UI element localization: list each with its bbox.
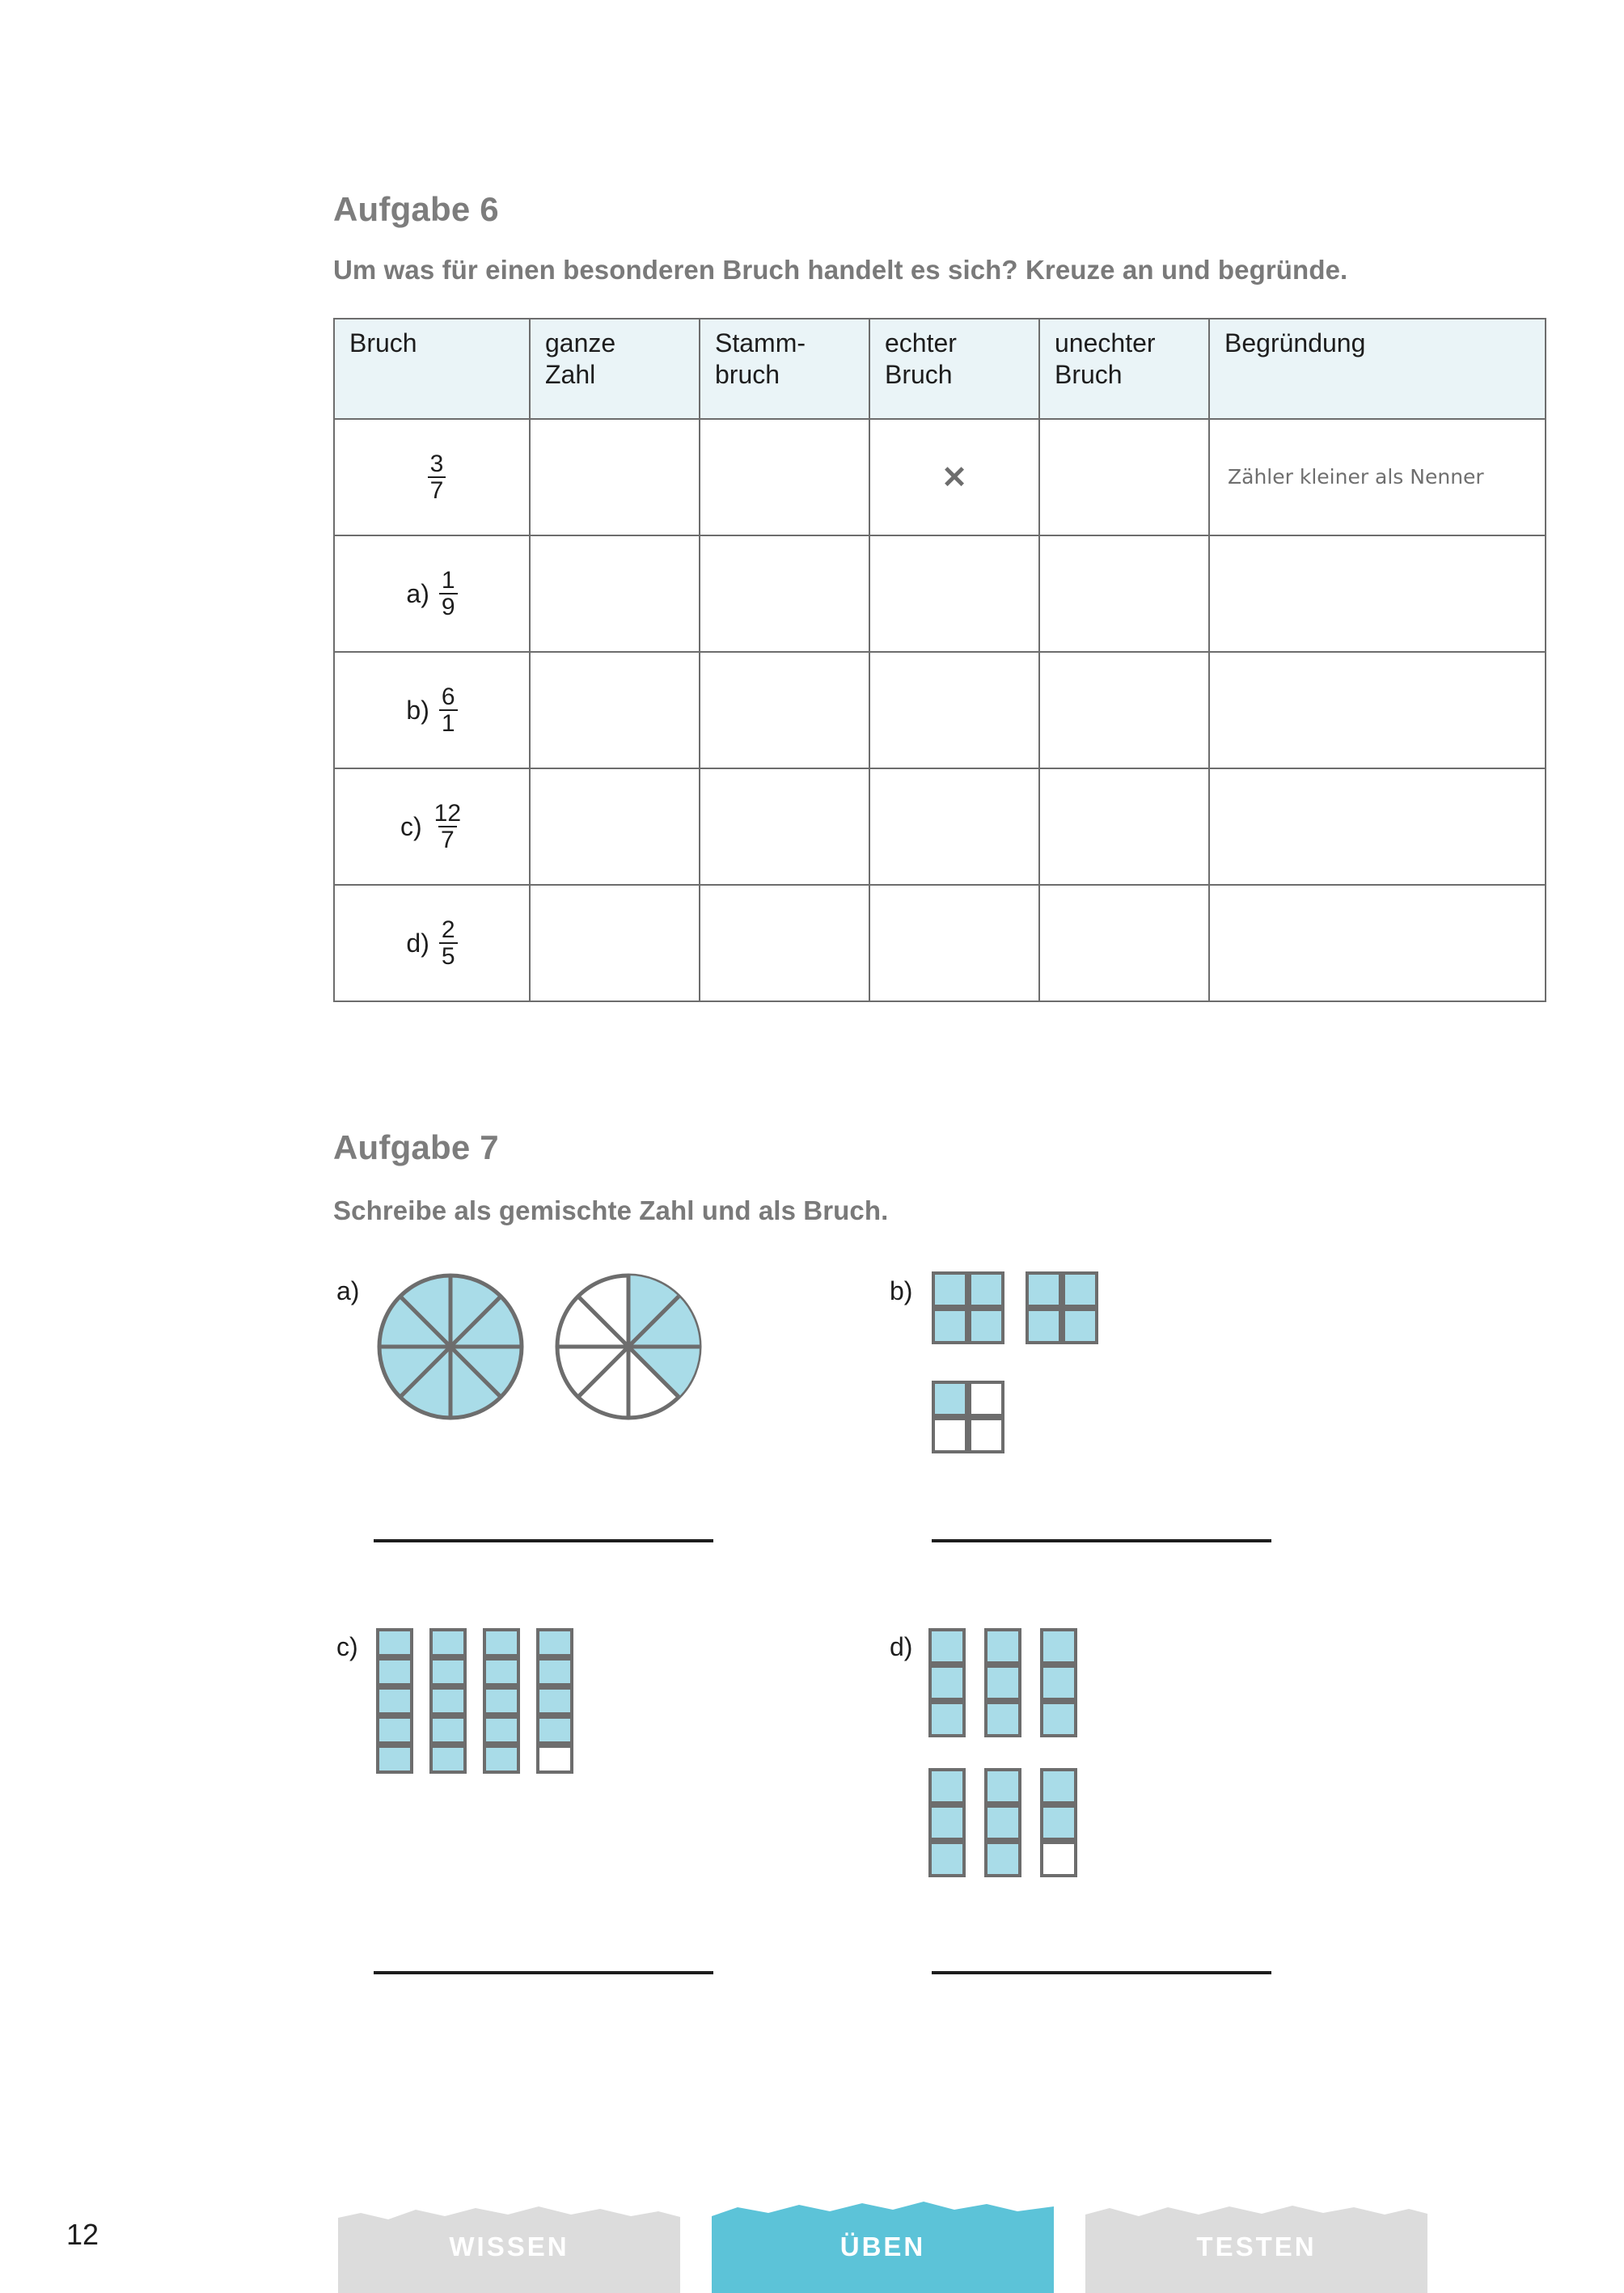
column-header-unechter-bruch-line1: unechter (1055, 328, 1156, 357)
row-item-label: c) (400, 811, 422, 841)
footer-tab-label: TESTEN (1196, 2231, 1317, 2261)
bar-whole-4 (928, 1768, 966, 1877)
cell (984, 1628, 1021, 1665)
footer-tab-ueben[interactable] (712, 2200, 1054, 2293)
checkbox-cell-echter-bruch[interactable] (869, 419, 1039, 535)
answer-line-d[interactable] (932, 1971, 1271, 1974)
table-row (334, 652, 1546, 768)
task6-instruction: Um was für einen besonderen Bruch handelt es sich? Kreuze an und begründe. (333, 255, 1348, 285)
fraction-denominator: 5 (439, 942, 458, 970)
cell (1040, 1841, 1077, 1877)
cell (376, 1716, 413, 1745)
cell (1040, 1768, 1077, 1804)
cell (928, 1701, 966, 1737)
cell (376, 1628, 413, 1657)
column-header-stammbruch (700, 319, 869, 419)
cell (376, 1686, 413, 1716)
cell (928, 1841, 966, 1877)
checkbox-cell-unechter-bruch[interactable] (1039, 535, 1209, 652)
cell (928, 1628, 966, 1665)
fraction-denominator: 1 (439, 709, 458, 737)
checkbox-cell-stammbruch[interactable] (700, 419, 869, 535)
bar-whole-3 (483, 1628, 520, 1774)
figure-label-d: d) (890, 1632, 913, 1661)
row-fraction-cell (334, 885, 530, 1001)
cell (483, 1657, 520, 1686)
circle-full (379, 1276, 522, 1418)
figure-label-c: c) (336, 1632, 358, 1661)
figure-b-squares (932, 1271, 1098, 1453)
fraction-denominator: 7 (438, 826, 457, 853)
row-fraction-cell (334, 535, 530, 652)
bar-whole-2 (429, 1628, 467, 1774)
cell (1040, 1804, 1077, 1841)
fraction-numerator: 3 (429, 450, 444, 477)
circle-partial (557, 1276, 700, 1418)
cell (429, 1716, 467, 1745)
cell (928, 1665, 966, 1701)
cell (968, 1271, 1004, 1308)
checkbox-cell-stammbruch[interactable] (700, 768, 869, 885)
column-header-echter-bruch-line2: Bruch (885, 360, 953, 390)
column-header-stammbruch-line2: bruch (715, 360, 780, 390)
figure-d-bars (928, 1628, 1077, 1877)
column-header-begruendung-line1: Begründung (1224, 328, 1366, 357)
bar-whole-5 (984, 1768, 1021, 1877)
fraction-numerator: 1 (441, 566, 455, 594)
begruendung-cell[interactable] (1209, 885, 1546, 1001)
fraction-numerator: 6 (441, 683, 455, 710)
table-row (334, 768, 1546, 885)
bar-whole-1 (376, 1628, 413, 1774)
fraction-1-9 (439, 568, 458, 620)
circles-svg (374, 1270, 713, 1424)
cell (429, 1657, 467, 1686)
task6-heading: Aufgabe 6 (333, 190, 499, 228)
column-header-unechter-bruch-line2: Bruch (1055, 360, 1123, 390)
cell (483, 1716, 520, 1745)
cell (429, 1628, 467, 1657)
cell (1026, 1308, 1062, 1344)
cell (536, 1745, 573, 1774)
fraction-numerator: 12 (433, 799, 462, 827)
column-header-stammbruch-line1: Stamm- (715, 328, 806, 357)
cell (536, 1657, 573, 1686)
answer-line-b[interactable] (932, 1539, 1271, 1542)
cell (1062, 1271, 1098, 1308)
column-header-echter-bruch (869, 319, 1039, 419)
table-row (334, 419, 1546, 535)
cell (483, 1686, 520, 1716)
bar-whole-2 (984, 1628, 1021, 1737)
checkbox-cell-unechter-bruch[interactable] (1039, 419, 1209, 535)
page-number: 12 (66, 2218, 99, 2251)
row-fraction-cell (334, 652, 530, 768)
cell (984, 1841, 1021, 1877)
checkbox-cell-stammbruch[interactable] (700, 885, 869, 1001)
cell (536, 1716, 573, 1745)
column-header-ganze-zahl (530, 319, 700, 419)
answer-line-c[interactable] (374, 1971, 713, 1974)
checkbox-cell-unechter-bruch[interactable] (1039, 768, 1209, 885)
cell (932, 1417, 968, 1453)
cell (928, 1768, 966, 1804)
square-whole-1 (932, 1271, 1004, 1344)
column-header-echter-bruch-line1: echter (885, 328, 957, 357)
cell (984, 1701, 1021, 1737)
bar-whole-1 (928, 1628, 966, 1737)
task7-instruction: Schreibe als gemischte Zahl und als Bruch. (333, 1195, 889, 1225)
checkbox-cell-stammbruch[interactable] (700, 652, 869, 768)
cell (932, 1271, 968, 1308)
cell (1040, 1628, 1077, 1665)
cell (984, 1804, 1021, 1841)
row-item-label: b) (406, 695, 429, 725)
cell (1062, 1308, 1098, 1344)
begruendung-cell[interactable] (1209, 535, 1546, 652)
bar-partial (536, 1628, 573, 1774)
cell (1040, 1701, 1077, 1737)
cell (968, 1381, 1004, 1417)
cell (984, 1665, 1021, 1701)
checkbox-cell-ganze-zahl[interactable] (530, 652, 700, 768)
checkbox-cell-echter-bruch[interactable] (869, 885, 1039, 1001)
bar-partial (1040, 1768, 1077, 1877)
column-header-bruch-line1: Bruch (349, 328, 417, 357)
bar-whole-3 (1040, 1628, 1077, 1737)
cell (968, 1417, 1004, 1453)
checkbox-cell-ganze-zahl[interactable] (530, 768, 700, 885)
table-row (334, 885, 1546, 1001)
square-whole-2 (1026, 1271, 1098, 1344)
column-header-begruendung (1209, 319, 1546, 419)
checkmark: ✕ (941, 460, 967, 495)
column-header-bruch (334, 319, 530, 419)
figure-label-b: b) (890, 1276, 913, 1305)
row-item-label: d) (406, 928, 429, 958)
checkbox-cell-ganze-zahl[interactable] (530, 885, 700, 1001)
checkbox-cell-echter-bruch[interactable] (869, 768, 1039, 885)
table-row (334, 535, 1546, 652)
footer-tab-label: WISSEN (449, 2231, 569, 2261)
begruendung-cell[interactable] (1209, 768, 1546, 885)
checkbox-cell-echter-bruch[interactable] (869, 652, 1039, 768)
cell (429, 1745, 467, 1774)
cell (1026, 1271, 1062, 1308)
cell (429, 1686, 467, 1716)
column-header-unechter-bruch (1039, 319, 1209, 419)
footer-tab-testen[interactable] (1085, 2200, 1427, 2293)
checkbox-cell-unechter-bruch[interactable] (1039, 885, 1209, 1001)
row-fraction-cell (334, 768, 530, 885)
table-header-row (334, 319, 1546, 419)
checkbox-cell-ganze-zahl[interactable] (530, 419, 700, 535)
row-item-label: a) (406, 578, 429, 608)
figure-c-bars (376, 1628, 573, 1774)
cell (376, 1745, 413, 1774)
footer-tab-bar (0, 2200, 1624, 2293)
begruendung-text: Zähler kleiner als Nenner (1228, 464, 1484, 489)
fraction-classification-table (333, 318, 1546, 1002)
cell (968, 1308, 1004, 1344)
begruendung-cell[interactable] (1209, 419, 1546, 535)
begruendung-cell[interactable] (1209, 652, 1546, 768)
cell (536, 1628, 573, 1657)
checkbox-cell-ganze-zahl[interactable] (530, 535, 700, 652)
cell (536, 1686, 573, 1716)
fraction-numerator: 2 (441, 916, 455, 943)
column-header-ganze-zahl-line2: Zahl (545, 360, 596, 390)
cell (928, 1804, 966, 1841)
fraction-6-1 (439, 684, 458, 737)
column-header-ganze-zahl-line1: ganze (545, 328, 616, 357)
footer-tab-label: ÜBEN (839, 2231, 926, 2261)
cell (376, 1657, 413, 1686)
cell (932, 1308, 968, 1344)
checkbox-cell-unechter-bruch[interactable] (1039, 652, 1209, 768)
cell (483, 1745, 520, 1774)
fraction-denominator: 7 (428, 476, 446, 504)
cell (1040, 1665, 1077, 1701)
square-partial (932, 1381, 1098, 1453)
figure-a-circles (374, 1270, 713, 1428)
cell (932, 1381, 968, 1417)
cell (483, 1628, 520, 1657)
task7-heading: Aufgabe 7 (333, 1128, 499, 1166)
cell (984, 1768, 1021, 1804)
checkbox-cell-stammbruch[interactable] (700, 535, 869, 652)
fraction-3-7 (428, 451, 446, 504)
fraction-12-7 (432, 801, 463, 853)
answer-line-a[interactable] (374, 1539, 713, 1542)
checkbox-cell-echter-bruch[interactable] (869, 535, 1039, 652)
row-fraction-cell (334, 419, 530, 535)
fraction-2-5 (439, 917, 458, 970)
fraction-denominator: 9 (439, 593, 458, 620)
footer-tab-wissen[interactable] (338, 2200, 680, 2293)
figure-label-a: a) (336, 1276, 360, 1305)
